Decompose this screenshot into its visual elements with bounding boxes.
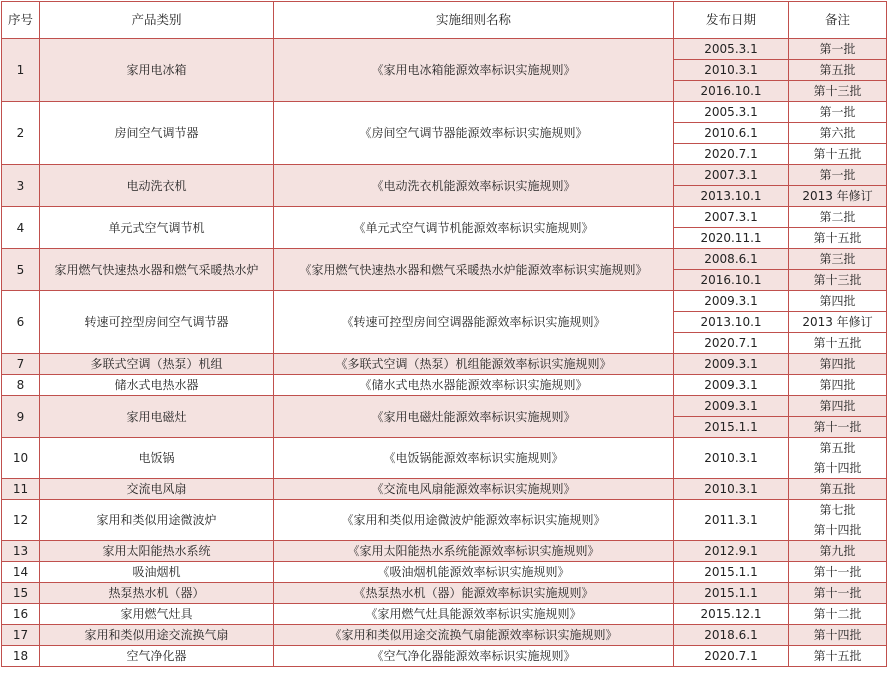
release-date: 2007.3.1 bbox=[674, 207, 789, 228]
batch-note bbox=[789, 438, 887, 479]
release-date: 2015.1.1 bbox=[674, 417, 789, 438]
release-date: 2013.10.1 bbox=[674, 312, 789, 333]
product-category: 家用和类似用途交流换气扇 bbox=[40, 625, 274, 646]
release-date: 2018.6.1 bbox=[674, 625, 789, 646]
batch-note-line: 第十四批 bbox=[813, 523, 862, 537]
row-number: 2 bbox=[2, 102, 40, 165]
release-date: 2010.3.1 bbox=[674, 438, 789, 479]
product-category: 电动洗衣机 bbox=[40, 165, 274, 207]
product-category: 吸油烟机 bbox=[40, 562, 274, 583]
batch-note: 第十一批 bbox=[789, 583, 887, 604]
table-row bbox=[2, 479, 887, 500]
release-date: 2005.3.1 bbox=[674, 39, 789, 60]
header-notes: 备注 bbox=[789, 2, 887, 39]
product-category: 家用电冰箱 bbox=[40, 39, 274, 102]
release-date: 2008.6.1 bbox=[674, 249, 789, 270]
batch-note: 第十一批 bbox=[789, 562, 887, 583]
table-row bbox=[2, 646, 887, 667]
batch-note: 第五批 bbox=[789, 479, 887, 500]
table-row bbox=[2, 207, 887, 228]
row-number: 5 bbox=[2, 249, 40, 291]
table-row bbox=[2, 500, 887, 541]
batch-note: 第一批 bbox=[789, 165, 887, 186]
row-number: 1 bbox=[2, 39, 40, 102]
product-category: 家用太阳能热水系统 bbox=[40, 541, 274, 562]
batch-note-line: 第七批 bbox=[819, 503, 856, 517]
table-row bbox=[2, 396, 887, 417]
batch-note: 第一批 bbox=[789, 39, 887, 60]
release-date: 2013.10.1 bbox=[674, 186, 789, 207]
batch-note: 第二批 bbox=[789, 207, 887, 228]
rule-name: 《家用燃气灶具能源效率标识实施规则》 bbox=[274, 604, 674, 625]
table-row bbox=[2, 165, 887, 186]
release-date: 2011.3.1 bbox=[674, 500, 789, 541]
header-row bbox=[2, 2, 887, 39]
rule-name: 《吸油烟机能源效率标识实施规则》 bbox=[274, 562, 674, 583]
rule-name: 《家用太阳能热水系统能源效率标识实施规则》 bbox=[274, 541, 674, 562]
rule-name: 《多联式空调（热泵）机组能源效率标识实施规则》 bbox=[274, 354, 674, 375]
table-header bbox=[2, 2, 887, 39]
batch-note: 第十三批 bbox=[789, 81, 887, 102]
product-category: 多联式空调（热泵）机组 bbox=[40, 354, 274, 375]
row-number: 3 bbox=[2, 165, 40, 207]
table-row bbox=[2, 625, 887, 646]
table-row bbox=[2, 604, 887, 625]
row-number: 14 bbox=[2, 562, 40, 583]
release-date: 2016.10.1 bbox=[674, 81, 789, 102]
rule-name: 《电饭锅能源效率标识实施规则》 bbox=[274, 438, 674, 479]
batch-note: 第十三批 bbox=[789, 270, 887, 291]
header-no: 序号 bbox=[2, 2, 40, 39]
rule-name: 《热泵热水机（器）能源效率标识实施规则》 bbox=[274, 583, 674, 604]
table-row bbox=[2, 102, 887, 123]
rule-name: 《房间空气调节器能源效率标识实施规则》 bbox=[274, 102, 674, 165]
table-row bbox=[2, 39, 887, 60]
table-row bbox=[2, 291, 887, 312]
rule-name: 《家用和类似用途微波炉能源效率标识实施规则》 bbox=[274, 500, 674, 541]
batch-note: 第九批 bbox=[789, 541, 887, 562]
release-date: 2020.7.1 bbox=[674, 144, 789, 165]
table-row bbox=[2, 249, 887, 270]
batch-note: 第十五批 bbox=[789, 144, 887, 165]
row-number: 18 bbox=[2, 646, 40, 667]
release-date: 2020.11.1 bbox=[674, 228, 789, 249]
release-date: 2007.3.1 bbox=[674, 165, 789, 186]
release-date: 2009.3.1 bbox=[674, 375, 789, 396]
row-number: 7 bbox=[2, 354, 40, 375]
batch-note: 第三批 bbox=[789, 249, 887, 270]
row-number: 15 bbox=[2, 583, 40, 604]
rule-name: 《家用燃气快速热水器和燃气采暖热水炉能源效率标识实施规则》 bbox=[274, 249, 674, 291]
row-number: 4 bbox=[2, 207, 40, 249]
product-category: 储水式电热水器 bbox=[40, 375, 274, 396]
row-number: 16 bbox=[2, 604, 40, 625]
product-category: 热泵热水机（器） bbox=[40, 583, 274, 604]
release-date: 2009.3.1 bbox=[674, 354, 789, 375]
batch-note: 第十五批 bbox=[789, 333, 887, 354]
table-row bbox=[2, 541, 887, 562]
product-category: 转速可控型房间空气调节器 bbox=[40, 291, 274, 354]
product-category: 家用电磁灶 bbox=[40, 396, 274, 438]
batch-note: 第四批 bbox=[789, 396, 887, 417]
batch-note-line: 第五批 bbox=[819, 441, 856, 455]
batch-note: 第一批 bbox=[789, 102, 887, 123]
batch-note: 第六批 bbox=[789, 123, 887, 144]
batch-note: 第四批 bbox=[789, 354, 887, 375]
row-number: 8 bbox=[2, 375, 40, 396]
product-category: 电饭锅 bbox=[40, 438, 274, 479]
product-category: 房间空气调节器 bbox=[40, 102, 274, 165]
row-number: 13 bbox=[2, 541, 40, 562]
batch-note: 第十四批 bbox=[789, 625, 887, 646]
row-number: 12 bbox=[2, 500, 40, 541]
release-date: 2009.3.1 bbox=[674, 396, 789, 417]
release-date: 2015.1.1 bbox=[674, 583, 789, 604]
energy-label-rules-table bbox=[1, 1, 887, 667]
rule-name: 《储水式电热水器能源效率标识实施规则》 bbox=[274, 375, 674, 396]
row-number: 6 bbox=[2, 291, 40, 354]
header-category: 产品类别 bbox=[40, 2, 274, 39]
release-date: 2015.1.1 bbox=[674, 562, 789, 583]
header-rule-name: 实施细则名称 bbox=[274, 2, 674, 39]
product-category: 空气净化器 bbox=[40, 646, 274, 667]
rule-name: 《电动洗衣机能源效率标识实施规则》 bbox=[274, 165, 674, 207]
product-category: 交流电风扇 bbox=[40, 479, 274, 500]
batch-note-line: 第十四批 bbox=[813, 461, 862, 475]
row-number: 11 bbox=[2, 479, 40, 500]
product-category: 单元式空气调节机 bbox=[40, 207, 274, 249]
rule-name: 《家用和类似用途交流换气扇能源效率标识实施规则》 bbox=[274, 625, 674, 646]
rule-name: 《家用电冰箱能源效率标识实施规则》 bbox=[274, 39, 674, 102]
rule-name: 《空气净化器能源效率标识实施规则》 bbox=[274, 646, 674, 667]
rule-name: 《转速可控型房间空调器能源效率标识实施规则》 bbox=[274, 291, 674, 354]
release-date: 2015.12.1 bbox=[674, 604, 789, 625]
rule-name: 《单元式空气调节机能源效率标识实施规则》 bbox=[274, 207, 674, 249]
batch-note: 第十五批 bbox=[789, 646, 887, 667]
batch-note: 第十二批 bbox=[789, 604, 887, 625]
product-category: 家用燃气灶具 bbox=[40, 604, 274, 625]
batch-note: 第四批 bbox=[789, 291, 887, 312]
batch-note: 第十一批 bbox=[789, 417, 887, 438]
release-date: 2020.7.1 bbox=[674, 333, 789, 354]
table-body bbox=[2, 39, 887, 667]
release-date: 2010.6.1 bbox=[674, 123, 789, 144]
release-date: 2005.3.1 bbox=[674, 102, 789, 123]
release-date: 2016.10.1 bbox=[674, 270, 789, 291]
product-category: 家用燃气快速热水器和燃气采暖热水炉 bbox=[40, 249, 274, 291]
release-date: 2020.7.1 bbox=[674, 646, 789, 667]
rule-name: 《家用电磁灶能源效率标识实施规则》 bbox=[274, 396, 674, 438]
batch-note: 第十五批 bbox=[789, 228, 887, 249]
table-row bbox=[2, 375, 887, 396]
table-row bbox=[2, 562, 887, 583]
product-category: 家用和类似用途微波炉 bbox=[40, 500, 274, 541]
batch-note: 2013 年修订 bbox=[789, 186, 887, 207]
batch-note: 第四批 bbox=[789, 375, 887, 396]
batch-note bbox=[789, 500, 887, 541]
batch-note: 第五批 bbox=[789, 60, 887, 81]
row-number: 10 bbox=[2, 438, 40, 479]
header-release-date: 发布日期 bbox=[674, 2, 789, 39]
release-date: 2010.3.1 bbox=[674, 479, 789, 500]
table-row bbox=[2, 354, 887, 375]
rule-name: 《交流电风扇能源效率标识实施规则》 bbox=[274, 479, 674, 500]
release-date: 2012.9.1 bbox=[674, 541, 789, 562]
release-date: 2010.3.1 bbox=[674, 60, 789, 81]
batch-note: 2013 年修订 bbox=[789, 312, 887, 333]
row-number: 9 bbox=[2, 396, 40, 438]
table-row bbox=[2, 583, 887, 604]
release-date: 2009.3.1 bbox=[674, 291, 789, 312]
row-number: 17 bbox=[2, 625, 40, 646]
table-row bbox=[2, 438, 887, 479]
